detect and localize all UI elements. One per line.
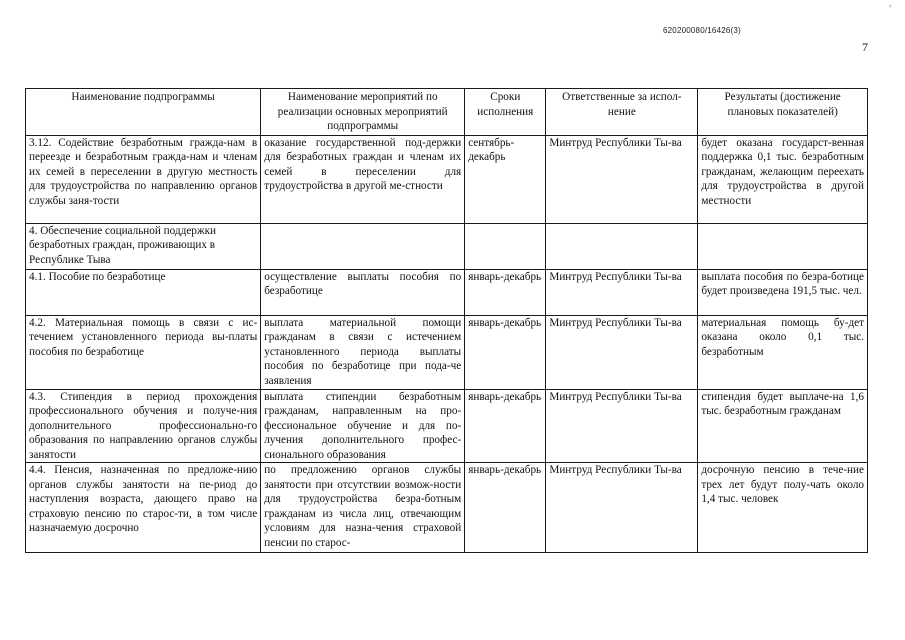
cell-result: стипендия будет выплаче-на 1,6 тыс. безработным гражданам: [698, 389, 868, 463]
document-code: 620200080/16426(3): [663, 26, 741, 35]
header-activity: Наименование мероприятий по реализации основных мероприятий подпрограммы: [261, 89, 465, 136]
program-table: [25, 88, 868, 553]
cell-activity: выплата стипендии безработным гражданам, направленным на про-фессиональное обучение и для по-лучения дополнительного профес-сионального образования: [261, 389, 465, 463]
cell-result: выплата пособия по безра-ботице будет произведена 191,5 тыс. чел.: [698, 269, 868, 315]
cell-subprogram: 4.3. Стипендия в период прохождения профессионального обучения и получе-ния дополнительного профессионально-го образования по направлению органов службы занятости: [26, 389, 261, 463]
cell-subprogram: 4.1. Пособие по безработице: [26, 269, 261, 315]
cell-responsible: Минтруд Республики Ты-ва: [546, 315, 698, 389]
cell-term: январь-декабрь: [465, 315, 546, 389]
cell-activity: оказание государственной под-держки для безработных граждан и членам их семей в переселении для трудоустройства в другой ме-стности: [261, 135, 465, 223]
cell-subprogram: 4. Обеспечение социальной поддержки безработных граждан, проживающих в Республике Тыва: [26, 223, 261, 269]
header-term: Сроки исполнения: [465, 89, 546, 136]
cell-term: январь-декабрь: [465, 463, 546, 553]
cell-responsible: Минтруд Республики Ты-ва: [546, 389, 698, 463]
cell-result: [698, 223, 868, 269]
cell-activity: по предложению органов службы занятости при отсутствии возмож-ности для трудоустройства безра-ботным гражданам из числа лиц, отвечающим условиям для назна-чения страховой пенсии по старос-: [261, 463, 465, 553]
cell-term: [465, 223, 546, 269]
cell-result: будет оказана государст-венная поддержка 0,1 тыс. безработным гражданам, желающим переехать для трудоустройства в другой местности: [698, 135, 868, 223]
table-header-row: [26, 89, 868, 136]
table-row: [26, 463, 868, 553]
corner-mark: ‹: [889, 2, 892, 10]
cell-result: досрочную пенсию в тече-ние трех лет будут полу-чать около 1,4 тыс. человек: [698, 463, 868, 553]
table-row: [26, 135, 868, 223]
cell-term: сентябрь-декабрь: [465, 135, 546, 223]
cell-activity: [261, 223, 465, 269]
table-row: [26, 223, 868, 269]
cell-responsible: Минтруд Республики Ты-ва: [546, 269, 698, 315]
cell-activity: выплата материальной помощи гражданам в связи с истечением установленного периода выплаты пособия по безработице при пода-че заявления: [261, 315, 465, 389]
cell-result: материальная помощь бу-дет оказана около 0,1 тыс. безработным: [698, 315, 868, 389]
cell-subprogram: 4.4. Пенсия, назначенная по предложе-нию органов службы занятости на пе-риод до наступления возраста, дающего право на страховую пенсию по старос-ти, в том числе назначаемую досрочно: [26, 463, 261, 553]
cell-responsible: Минтруд Республики Ты-ва: [546, 463, 698, 553]
cell-subprogram: 4.2. Материальная помощь в связи с ис-течением установленного периода вы-платы пособия по безработице: [26, 315, 261, 389]
cell-responsible: Минтруд Республики Ты-ва: [546, 135, 698, 223]
table-row: [26, 269, 868, 315]
cell-term: январь-декабрь: [465, 389, 546, 463]
header-subprogram: Наименование подпрограммы: [26, 89, 261, 136]
table-row: [26, 315, 868, 389]
header-responsible: Ответственные за испол-нение: [546, 89, 698, 136]
cell-subprogram: 3.12. Содействие безработным гражда-нам в переезде и безработным гражда-нам и членам их семей в переселении в другую местность для трудоустройства по направлению органов службы заня-тости: [26, 135, 261, 223]
cell-term: январь-декабрь: [465, 269, 546, 315]
table-row: [26, 389, 868, 463]
cell-activity: осуществление выплаты пособия по безработице: [261, 269, 465, 315]
page-number: 7: [862, 40, 868, 54]
cell-responsible: [546, 223, 698, 269]
header-result: Результаты (достижение плановых показателей): [698, 89, 868, 136]
